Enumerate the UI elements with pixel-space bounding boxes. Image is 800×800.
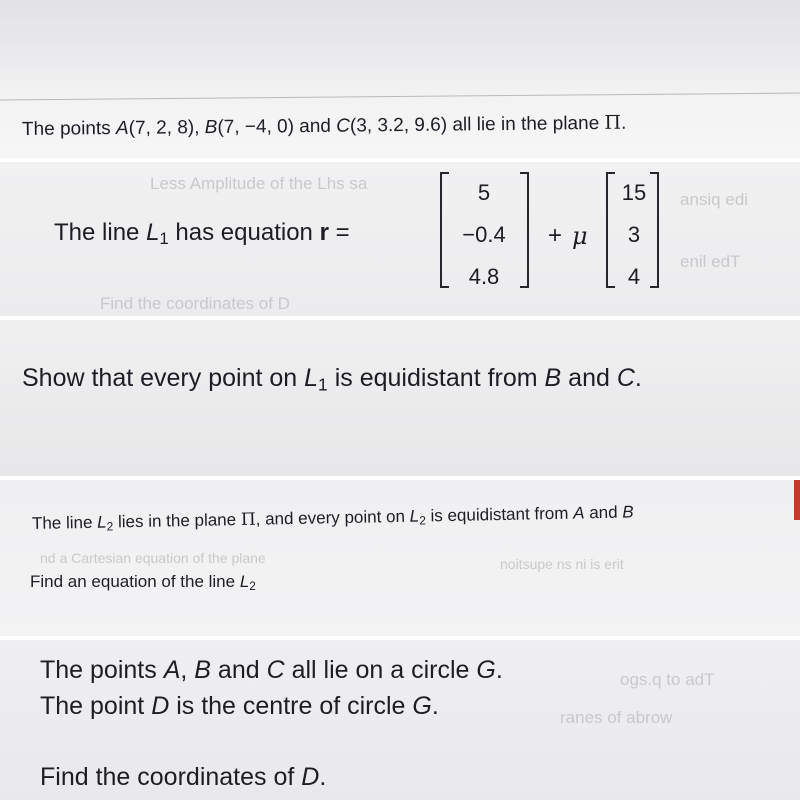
equals-sign: =: [328, 219, 350, 246]
vector-entry: 15: [621, 180, 647, 205]
line-subscript: 2: [249, 578, 256, 593]
line-label: L: [96, 512, 107, 532]
point-a-label: A: [163, 656, 181, 684]
question-strip-4: nd a Cartesian equation of the plane noitsupe ns ni is erit: [0, 480, 800, 636]
text-fragment: Find the coordinates of: [40, 763, 302, 791]
vector-entry: 4.8: [468, 264, 500, 289]
text-fragment: .: [620, 112, 627, 134]
text-fragment: .: [495, 656, 503, 684]
show-equidistant-task: [22, 364, 642, 393]
text-fragment: and: [584, 502, 623, 523]
text-fragment: The point: [40, 692, 152, 720]
plane-symbol: Π: [240, 509, 256, 530]
vector-entry: 3: [627, 222, 641, 247]
question-strip-5: ogs.q to adT ranes of abrow: [0, 640, 800, 800]
point-d-label: D: [151, 692, 170, 720]
line-label: L: [239, 572, 250, 591]
points-statement: [22, 112, 627, 141]
text-fragment: and: [210, 656, 267, 684]
question-strip-3: [0, 320, 800, 476]
text-fragment: The line: [54, 219, 147, 246]
vector-entry: 4: [627, 264, 641, 289]
point-d-label: D: [301, 763, 320, 791]
vector-entry: −0.4: [462, 222, 506, 247]
text-fragment: .: [319, 763, 327, 791]
text-fragment: , and every point on: [255, 506, 410, 529]
text-fragment: is the centre of circle: [169, 692, 413, 720]
circle-statement: [40, 656, 503, 685]
line-subscript: 1: [159, 229, 169, 249]
divider-line: [0, 93, 800, 101]
point-b-label: B: [544, 364, 562, 392]
question-strip-1: [0, 0, 800, 158]
text-fragment: The points: [40, 656, 164, 684]
text-fragment: is equidistant from: [425, 503, 574, 526]
text-fragment: has equation: [168, 219, 320, 246]
text-fragment: .: [431, 692, 439, 720]
line-label: L: [304, 364, 319, 392]
circle-label: G: [476, 656, 496, 684]
text-fragment: The line: [31, 512, 98, 533]
point-a-label: A: [115, 117, 129, 140]
line-label: L: [409, 506, 420, 526]
point-b-label: B: [194, 656, 211, 684]
point-c-coords: (3, 3.2, 9.6) all lie in the plane: [349, 112, 605, 137]
vector-entry: 5: [477, 180, 491, 205]
left-bracket: [440, 172, 449, 288]
point-b-label: B: [622, 502, 634, 522]
line-subscript: 1: [318, 374, 328, 395]
text-fragment: The points: [21, 118, 117, 140]
right-bracket: [520, 172, 529, 288]
text-fragment: Find an equation of the line: [30, 572, 240, 591]
point-c-label: C: [266, 656, 285, 684]
line-subscript: 2: [419, 513, 426, 528]
line-label: L: [146, 219, 160, 246]
text-fragment: and: [561, 364, 617, 392]
point-b-coords: (7, −4, 0) and: [217, 115, 337, 138]
text-fragment: Show that every point on: [22, 364, 305, 392]
find-line-l2-task: [30, 572, 256, 592]
line-subscript: 2: [106, 519, 114, 534]
point-a-label: A: [572, 503, 585, 523]
vector-r: r: [319, 219, 329, 246]
plane-symbol: Π: [604, 111, 622, 134]
circle-label: G: [412, 692, 432, 720]
point-b-label: B: [204, 116, 218, 139]
text-fragment: ,: [180, 656, 195, 684]
point-c-label: C: [616, 364, 635, 392]
question-strip-2: Less Amplitude of the Lhs sa ansiq edi enil edT Find the coordinates of D: [0, 162, 800, 316]
text-fragment: is equidistant from: [327, 364, 545, 392]
find-coordinates-task: [40, 763, 326, 792]
line-l1-equation-label: [54, 219, 350, 247]
point-a-coords: (7, 2, 8),: [128, 117, 205, 139]
point-c-label: C: [336, 115, 351, 137]
text-fragment: lies in the plane: [113, 509, 242, 532]
parameter-mu: μ: [572, 222, 588, 250]
centre-statement: [40, 692, 439, 721]
text-fragment: all lie on a circle: [284, 656, 477, 684]
text-fragment: .: [634, 364, 642, 392]
plus-sign: +: [548, 222, 563, 249]
